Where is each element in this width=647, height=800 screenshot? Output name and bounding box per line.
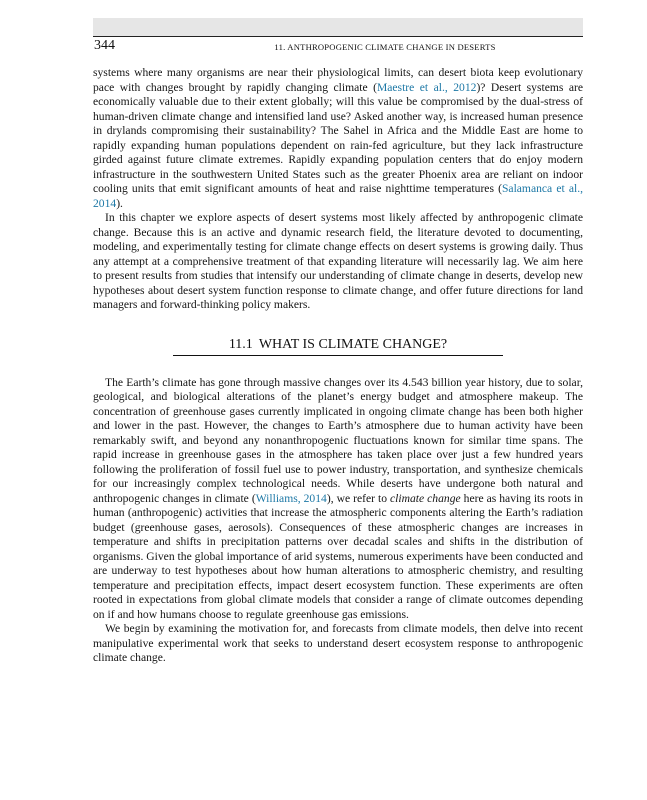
p3-text-b: ), we refer to (326, 491, 391, 505)
body-text (93, 66, 583, 666)
header-band (93, 18, 583, 36)
running-title: 11. ANTHROPOGENIC CLIMATE CHANGE IN DESERTS (274, 42, 496, 52)
p3-text-c: here as having its roots in human (anthropogenic) activities that increase the atmospheric components altering the Earth’s radiation budget (greenhouse gases, aerosols). Consequences of these atmospheric changes are increases in temperature and shifts in precipitation patterns over decadal scales and shifts in the distribution of organisms. Given the global importance of arid systems, numerous experiments have been conducted and are underway to test hypotheses about how human alterations to atmospheric chemistry, and resulting temperature and precipitation effects, impact desert ecosystem function. These experiments are often rooted in expectations from global climate models that consider a range of climate outcomes depending on if and how humans choose to regulate greenhouse gas emissions. (93, 491, 583, 621)
citation-maestre-link[interactable]: Maestre et al., 2012 (376, 80, 477, 94)
paragraph-1 (93, 66, 583, 211)
header-rule (93, 36, 583, 37)
citation-williams-link[interactable]: Williams, 2014 (255, 491, 327, 505)
citation-salamanca-link[interactable]: Salamanca et al., 2014 (93, 182, 583, 210)
p3-text-a: The Earth’s climate has gone through massive changes over its 4.543 billion year history, due to solar, geological, and biological alterations of the planet’s energy budget and atmosphere makeup. The concentration of greenhouse gases currently implicated in ongoing climate change has been both higher and lower in the past. However, the changes to Earth’s atmosphere due to human activity have been remarkably swift, and beyond any nonanthropogenic fluctuations known for similar time spans. The rapid increase in greenhouse gases in the atmosphere has taken place over just a few hundred years following the proliferation of fossil fuel use to power industry, transportation, and synthesize chemicals for our increasingly complex technological needs. While deserts have undergone both natural and anthropogenic changes in climate ( (93, 375, 583, 505)
section-title: WHAT IS CLIMATE CHANGE? (258, 336, 448, 352)
section-heading (173, 337, 503, 356)
p1-text-b: )? Desert systems are economically valuable due to their extent globally; will this value be compromised by the dual-stress of human-driven climate change and intensified land use? Asked another way, is increased human presence in drylands compromising their sustainability? The Sahel in Africa and the Middle East are home to rapidly expanding human populations dependent on rain-fed agriculture, but they lack infrastructure girded against future climate extremes. Rapidly expanding population centers that do enjoy modern infrastructure in the southwestern United States such as the greater Phoenix area are reliant on indoor cooling units that emit significant amounts of heat and raise nighttime temperatures ( (93, 80, 583, 195)
paragraph-2: In this chapter we explore aspects of desert systems most likely affected by anthropogenic climate change. Because this is an active and dynamic research field, the literature devoted to documenting, modeling, and experimentally testing for climate change effects on desert systems is growing daily. Thus any attempt at a comprehensive treatment of that expanding literature will necessarily lag. We aim here to present results from studies that intensify our understanding of climate change in deserts, develop new hypotheses about desert system function response to climate change, and offer future directions for land managers and forward-thinking policy makers. (93, 211, 583, 311)
term-climate-change: climate change (390, 491, 461, 505)
p1-text-c: ). (116, 196, 123, 210)
page-number: 344 (94, 38, 115, 53)
paragraph-3 (93, 376, 583, 623)
paragraph-4: We begin by examining the motivation for, and forecasts from climate models, then delve into recent manipulative experimental work that seeks to understand desert ecosystem response to anthropogenic climate change. (93, 622, 583, 664)
p1-text-a: systems where many organisms are near their physiological limits, can desert biota keep evolutionary pace with changes brought by rapidly changing climate ( (93, 66, 583, 94)
section-number: 11.1 (228, 336, 253, 352)
